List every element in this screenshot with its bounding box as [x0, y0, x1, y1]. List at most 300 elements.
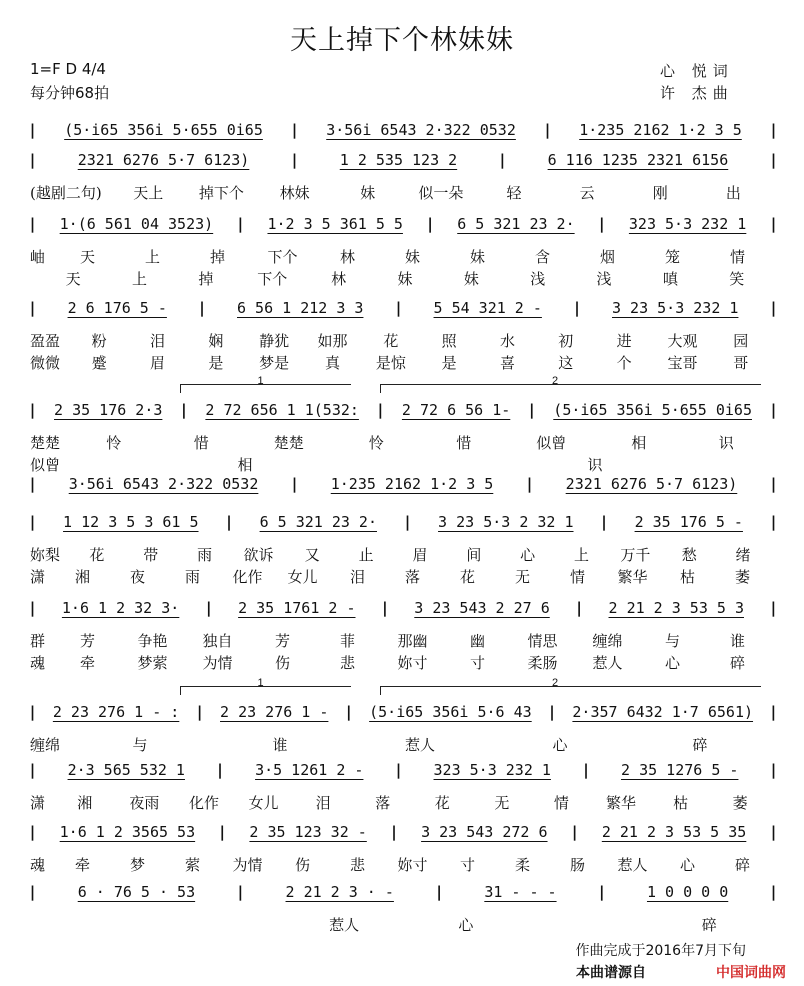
lyric-word: 寸	[470, 653, 486, 672]
measure: 2 23 276 1 -	[220, 703, 329, 721]
measure: 5 54 321 2 -	[433, 299, 542, 317]
lyric-word: 绪	[735, 545, 751, 564]
lyric-line	[30, 268, 770, 288]
bar-line: |	[403, 513, 413, 531]
lyric-line	[30, 566, 770, 586]
lyric-word: 谁	[272, 735, 288, 754]
lyric-word: (越剧二句)	[30, 183, 102, 202]
lyric-word: 柔肠	[527, 653, 558, 672]
lyric-word: 枯	[673, 793, 689, 812]
lyric-word: 如那	[317, 331, 348, 350]
measure: 2 35 176 2·3	[54, 401, 163, 419]
measure: 2 72 6 56 1-	[401, 401, 511, 419]
bar-line: |	[28, 121, 38, 139]
lyric-word: 心	[680, 855, 696, 874]
bar-line: |	[768, 599, 778, 617]
lyric-word: 止	[358, 545, 374, 564]
lyric-word: 楚楚	[30, 433, 61, 452]
measure: 1 2 535 123 2	[339, 151, 458, 169]
bar-line: |	[290, 121, 300, 139]
bar-line: |	[768, 513, 778, 531]
lyric-word: 进	[616, 331, 632, 350]
lyric-word: 群	[30, 631, 46, 650]
measure: 3·5 1261 2 -	[255, 761, 364, 779]
lyric-word: 潇	[30, 567, 46, 586]
lyric-word: 哥	[733, 353, 749, 372]
measure: 2 35 1761 2 -	[238, 599, 356, 617]
composer-credit: 许 杰曲	[660, 84, 734, 102]
music-line	[28, 880, 778, 904]
measure: 2 21 2 3 · -	[285, 883, 394, 901]
page-title: 天上掉下个林妹妹	[290, 25, 514, 56]
bar-line: |	[235, 883, 245, 901]
music-line	[28, 212, 778, 236]
lyric-word: 谁	[730, 631, 746, 650]
lyric-word: 泪	[350, 567, 366, 586]
lyric-word: 个	[616, 353, 632, 372]
lyric-word: 怜	[368, 433, 384, 452]
bar-line: |	[768, 883, 778, 901]
lyric-word: 掉	[198, 269, 214, 288]
lyric-word: 寸	[460, 855, 476, 874]
lyric-word: 怜	[106, 433, 122, 452]
music-line	[28, 118, 778, 142]
lyric-word: 大观	[667, 331, 698, 350]
lyric-word: 天	[65, 269, 81, 288]
lyric-word: 万千	[620, 545, 651, 564]
lyric-word: 芳	[80, 631, 96, 650]
lyric-word: 悲	[350, 855, 366, 874]
bar-line: |	[28, 599, 38, 617]
lyric-word: 林	[331, 269, 347, 288]
lyric-line	[30, 330, 770, 350]
measure: 1·6 1 2 3565 53	[59, 823, 196, 841]
lyric-word: 嗔	[662, 269, 678, 288]
lyric-word: 繁华	[617, 567, 648, 586]
lyric-word: 刚	[652, 183, 668, 202]
lyric-word: 园	[733, 331, 749, 350]
lyric-line	[30, 630, 770, 650]
measure: 2·3 565 532 1	[67, 761, 185, 779]
bar-line: |	[28, 299, 38, 317]
volta-bracket	[180, 677, 351, 695]
lyric-word: 心	[458, 915, 474, 934]
lyric-word: 妹	[360, 183, 376, 202]
measure: 3 23 5·3 2 32 1	[438, 513, 574, 531]
measure: 2 35 1276 5 -	[621, 761, 739, 779]
measure: 1·2 3 5 361 5 5	[267, 215, 403, 233]
lyric-word: 似一朵	[418, 183, 464, 202]
lyric-word: 夜	[130, 567, 146, 586]
lyric-word: 识	[718, 433, 734, 452]
lyric-word: 微微	[30, 353, 61, 372]
music-line	[28, 758, 778, 782]
lyric-word: 女儿	[248, 793, 279, 812]
lyric-word: 妳寸	[397, 653, 428, 672]
lyric-line	[30, 652, 770, 672]
bar-line: |	[204, 599, 214, 617]
lyric-word: 妹	[405, 247, 421, 266]
lyric-word: 萦	[185, 855, 201, 874]
lyric-word: 魂	[30, 653, 46, 672]
lyric-word: 与	[132, 735, 148, 754]
lyric-word: 这	[558, 353, 574, 372]
lyric-word: 湘	[75, 567, 91, 586]
bar-line: |	[235, 215, 245, 233]
lyric-word: 缠绵	[592, 631, 623, 650]
lyric-word: 泪	[315, 793, 331, 812]
bar-line: |	[195, 703, 205, 721]
lyric-word: 泪	[150, 331, 166, 350]
lyric-word: 心	[665, 653, 681, 672]
lyricist-credit: 心 悦词	[660, 62, 734, 80]
lyric-word: 识	[587, 455, 603, 474]
bar-line: |	[197, 299, 207, 317]
bar-line: |	[597, 883, 607, 901]
bar-line: |	[28, 513, 38, 531]
lyric-word: 似曾	[30, 455, 61, 474]
lyric-word: 掉	[210, 247, 226, 266]
lyric-line	[30, 792, 770, 812]
lyric-word: 情思	[527, 631, 558, 650]
measure: (5·i65 356i 5·6 43	[369, 703, 532, 721]
music-line	[28, 296, 778, 320]
lyric-word: 天上	[133, 183, 164, 202]
measure: 2 23 276 1 - :	[52, 703, 180, 721]
measure: 6 5 321 23 2·	[457, 215, 575, 233]
lyric-word: 烟	[600, 247, 616, 266]
lyric-word: 心	[520, 545, 536, 564]
volta-number: 2	[552, 677, 559, 689]
music-line	[28, 596, 778, 620]
lyric-word: 枯	[680, 567, 696, 586]
lyric-word: 悲	[340, 653, 356, 672]
lyric-word: 又	[304, 545, 320, 564]
bar-line: |	[28, 151, 38, 169]
lyric-word: 芳	[275, 631, 291, 650]
volta-bracket	[180, 375, 351, 393]
lyric-word: 化作	[188, 793, 219, 812]
lyric-word: 肠	[570, 855, 586, 874]
bar-line: |	[393, 299, 403, 317]
lyric-word: 心	[552, 735, 568, 754]
lyric-word: 笼	[665, 247, 681, 266]
bar-line: |	[28, 475, 38, 493]
measure: (5·i65 356i 5·655 0i65	[64, 121, 263, 139]
lyric-word: 无	[494, 793, 510, 812]
bar-line: |	[375, 401, 385, 419]
lyric-line	[30, 182, 770, 202]
lyric-word: 静犹	[259, 331, 290, 350]
measure: 2 21 2 3 53 5 35	[601, 823, 747, 841]
lyric-word: 为情	[232, 855, 263, 874]
lyric-word: 间	[466, 545, 482, 564]
measure: 2321 6276 5·7 6123)	[565, 475, 738, 493]
measure: 1 0 0 0 0	[646, 883, 729, 901]
lyric-word: 上	[145, 247, 161, 266]
bar-line: |	[215, 761, 225, 779]
lyric-word: 牵	[75, 855, 91, 874]
bar-line: |	[497, 151, 507, 169]
bar-line: |	[393, 761, 403, 779]
measure: 2 6 176 5 -	[67, 299, 167, 317]
lyric-word: 含	[535, 247, 551, 266]
lyric-word: 碎	[692, 735, 708, 754]
lyric-word: 初	[558, 331, 574, 350]
lyric-word: 落	[405, 567, 421, 586]
key-signature: 1=F D 4/4	[30, 60, 106, 78]
lyric-word: 天	[80, 247, 96, 266]
lyric-word: 浅	[596, 269, 612, 288]
source-label: 本曲谱源自	[576, 965, 646, 981]
lyric-word: 花	[460, 567, 476, 586]
measure: 6 5 321 23 2·	[259, 513, 377, 531]
lyric-word: 碎	[701, 915, 717, 934]
bar-line: |	[434, 883, 444, 901]
lyric-word: 情	[730, 247, 746, 266]
measure: 2·357 6432 1·7 6561)	[572, 703, 754, 721]
bar-line: |	[179, 401, 189, 419]
lyric-word: 情	[553, 793, 569, 812]
lyric-word: 碎	[735, 855, 751, 874]
bar-line: |	[768, 299, 778, 317]
bar-line: |	[768, 121, 778, 139]
lyric-word: 惹人	[592, 653, 623, 672]
lyric-line	[30, 246, 770, 266]
lyric-word: 柔	[515, 855, 531, 874]
lyric-word: 雨	[197, 545, 213, 564]
lyric-word: 夜雨	[129, 793, 160, 812]
lyric-word: 楚楚	[273, 433, 304, 452]
lyric-word: 娴	[208, 331, 224, 350]
lyric-word: 魂	[30, 855, 46, 874]
lyric-word: 笑	[729, 269, 745, 288]
music-line	[28, 398, 778, 422]
lyric-word: 妹	[470, 247, 486, 266]
bar-line: |	[768, 215, 778, 233]
bar-line: |	[344, 703, 354, 721]
measure: 3 23 5·3 232 1	[612, 299, 739, 317]
lyric-word: 繁华	[606, 793, 637, 812]
lyric-word: 化作	[232, 567, 263, 586]
lyric-word: 菲	[340, 631, 356, 650]
bar-line: |	[28, 823, 38, 841]
measure: 323 5·3 232 1	[433, 761, 551, 779]
measure: 6 · 76 5 · 53	[77, 883, 196, 901]
lyric-word: 林	[340, 247, 356, 266]
lyric-word: 似曾	[536, 433, 567, 452]
bar-line: |	[380, 599, 390, 617]
lyric-word: 萎	[732, 793, 748, 812]
lyric-word: 情	[570, 567, 586, 586]
lyric-word: 争艳	[137, 631, 168, 650]
lyric-word: 带	[143, 545, 159, 564]
lyric-word: 欲诉	[243, 545, 274, 564]
music-line	[28, 820, 778, 844]
lyric-word: 是	[208, 353, 224, 372]
bar-line: |	[290, 475, 300, 493]
tempo-marking: 每分钟68拍	[30, 84, 110, 102]
lyric-line	[30, 454, 770, 474]
bar-line: |	[581, 761, 591, 779]
bar-line: |	[217, 823, 227, 841]
bar-line: |	[768, 475, 778, 493]
music-line	[28, 472, 778, 496]
measure: 1·235 2162 1·2 3 5	[579, 121, 742, 139]
lyric-word: 湘	[77, 793, 93, 812]
lyric-word: 梦萦	[137, 653, 168, 672]
measure: 2 72 656 1 1(532:	[205, 401, 359, 419]
lyric-word: 相	[237, 455, 253, 474]
bar-line: |	[768, 401, 778, 419]
measure: 1·(6 561 04 3523)	[59, 215, 214, 233]
bar-line: |	[570, 823, 580, 841]
lyric-word: 牵	[80, 653, 96, 672]
lyric-word: 愁	[681, 545, 697, 564]
lyric-word: 花	[383, 331, 399, 350]
lyric-word: 轻	[506, 183, 522, 202]
lyric-word: 下个	[257, 269, 288, 288]
source-site-link[interactable]: 中国词曲网	[716, 965, 786, 981]
lyric-word: 是	[441, 353, 457, 372]
lyric-word: 妳寸	[397, 855, 428, 874]
measure: 31 - - -	[484, 883, 557, 901]
lyric-word: 上	[574, 545, 590, 564]
completion-note: 作曲完成于2016年7月下旬	[575, 943, 746, 959]
lyric-word: 惜	[456, 433, 472, 452]
volta-number: 1	[257, 677, 264, 689]
lyric-word: 缠绵	[30, 735, 61, 754]
measure: 2321 6276 5·7 6123)	[77, 151, 250, 169]
lyric-word: 独自	[202, 631, 233, 650]
lyric-word: 潇	[30, 793, 46, 812]
lyric-word: 妹	[397, 269, 413, 288]
bar-line: |	[597, 215, 607, 233]
lyric-word: 碎	[730, 653, 746, 672]
lyric-word: 惹人	[617, 855, 648, 874]
lyric-word: 照	[441, 331, 457, 350]
lyric-word: 雨	[185, 567, 201, 586]
bar-line: |	[28, 883, 38, 901]
lyric-word: 掉下个	[198, 183, 244, 202]
measure: 1·235 2162 1·2 3 5	[330, 475, 494, 493]
bar-line: |	[28, 703, 38, 721]
measure: 2 35 176 5 -	[634, 513, 743, 531]
lyric-word: 真	[324, 353, 340, 372]
bar-line: |	[28, 215, 38, 233]
lyric-word: 与	[665, 631, 681, 650]
lyric-word: 蹙	[91, 353, 107, 372]
lyric-word: 惹人	[405, 735, 436, 754]
bar-line: |	[290, 151, 300, 169]
lyric-word: 惹人	[329, 915, 360, 934]
lyric-word: 眉	[412, 545, 428, 564]
lyric-word: 为情	[202, 653, 233, 672]
lyric-word: 喜	[499, 353, 515, 372]
lyric-word: 女儿	[287, 567, 318, 586]
lyric-word: 妹	[463, 269, 479, 288]
measure: 1 12 3 5 3 61 5	[63, 513, 199, 531]
bar-line: |	[574, 599, 584, 617]
lyric-word: 梦	[130, 855, 146, 874]
lyric-word: 花	[89, 545, 105, 564]
music-line	[28, 148, 778, 172]
bar-line: |	[28, 761, 38, 779]
lyric-line	[30, 544, 770, 564]
lyric-word: 林妹	[279, 183, 310, 202]
lyric-word: 岫	[30, 247, 46, 266]
music-line	[28, 510, 778, 534]
measure: 323 5·3 232 1	[628, 215, 747, 233]
bar-line: |	[425, 215, 435, 233]
lyric-word: 下个	[267, 247, 298, 266]
bar-line: |	[524, 475, 534, 493]
measure: 6 56 1 212 3 3	[237, 299, 364, 317]
lyric-line	[30, 914, 770, 934]
lyric-word: 宝哥	[667, 353, 698, 372]
measure: 2 35 123 32 -	[249, 823, 367, 841]
measure: 6 116 1235 2321 6156	[547, 151, 729, 169]
lyric-word: 眉	[150, 353, 166, 372]
measure: 1·6 1 2 32 3·	[61, 599, 180, 617]
bar-line: |	[543, 121, 553, 139]
lyric-word: 盈盈	[30, 331, 61, 350]
lyric-line	[30, 432, 770, 452]
lyric-word: 水	[499, 331, 515, 350]
bar-line: |	[224, 513, 234, 531]
lyric-word: 萎	[735, 567, 751, 586]
lyric-word: 落	[375, 793, 391, 812]
volta-bracket	[380, 677, 761, 695]
lyric-word: 上	[132, 269, 148, 288]
lyric-word: 是惊	[375, 353, 406, 372]
lyric-word: 幽	[470, 631, 486, 650]
measure: 3 23 543 272 6	[421, 823, 548, 841]
bar-line: |	[28, 401, 38, 419]
bar-line: |	[768, 703, 778, 721]
measure: 3·56i 6543 2·322 0532	[326, 121, 516, 139]
volta-number: 2	[552, 375, 559, 387]
bar-line: |	[527, 401, 537, 419]
bar-line: |	[768, 151, 778, 169]
measure: (5·i65 356i 5·655 0i65	[553, 401, 752, 419]
measure: 3·56i 6543 2·322 0532	[68, 475, 259, 493]
measure: 2 21 2 3 53 5 3	[608, 599, 744, 617]
bar-line: |	[768, 761, 778, 779]
bar-line: |	[768, 823, 778, 841]
bar-line: |	[599, 513, 609, 531]
lyric-word: 相	[631, 433, 647, 452]
lyric-word: 伤	[295, 855, 311, 874]
bar-line: |	[389, 823, 399, 841]
bar-line: |	[547, 703, 557, 721]
lyric-line	[30, 734, 770, 754]
music-line	[28, 700, 778, 724]
lyric-line	[30, 854, 770, 874]
lyric-line	[30, 352, 770, 372]
lyric-word: 妳梨	[30, 545, 61, 564]
lyric-word: 云	[579, 183, 595, 202]
bar-line: |	[572, 299, 582, 317]
lyric-word: 花	[434, 793, 450, 812]
lyric-word: 粉	[91, 331, 107, 350]
volta-number: 1	[257, 375, 264, 387]
lyric-word: 无	[515, 567, 531, 586]
lyric-word: 梦是	[259, 353, 290, 372]
lyric-word: 出	[725, 183, 741, 202]
lyric-word: 浅	[530, 269, 546, 288]
volta-bracket	[380, 375, 761, 393]
